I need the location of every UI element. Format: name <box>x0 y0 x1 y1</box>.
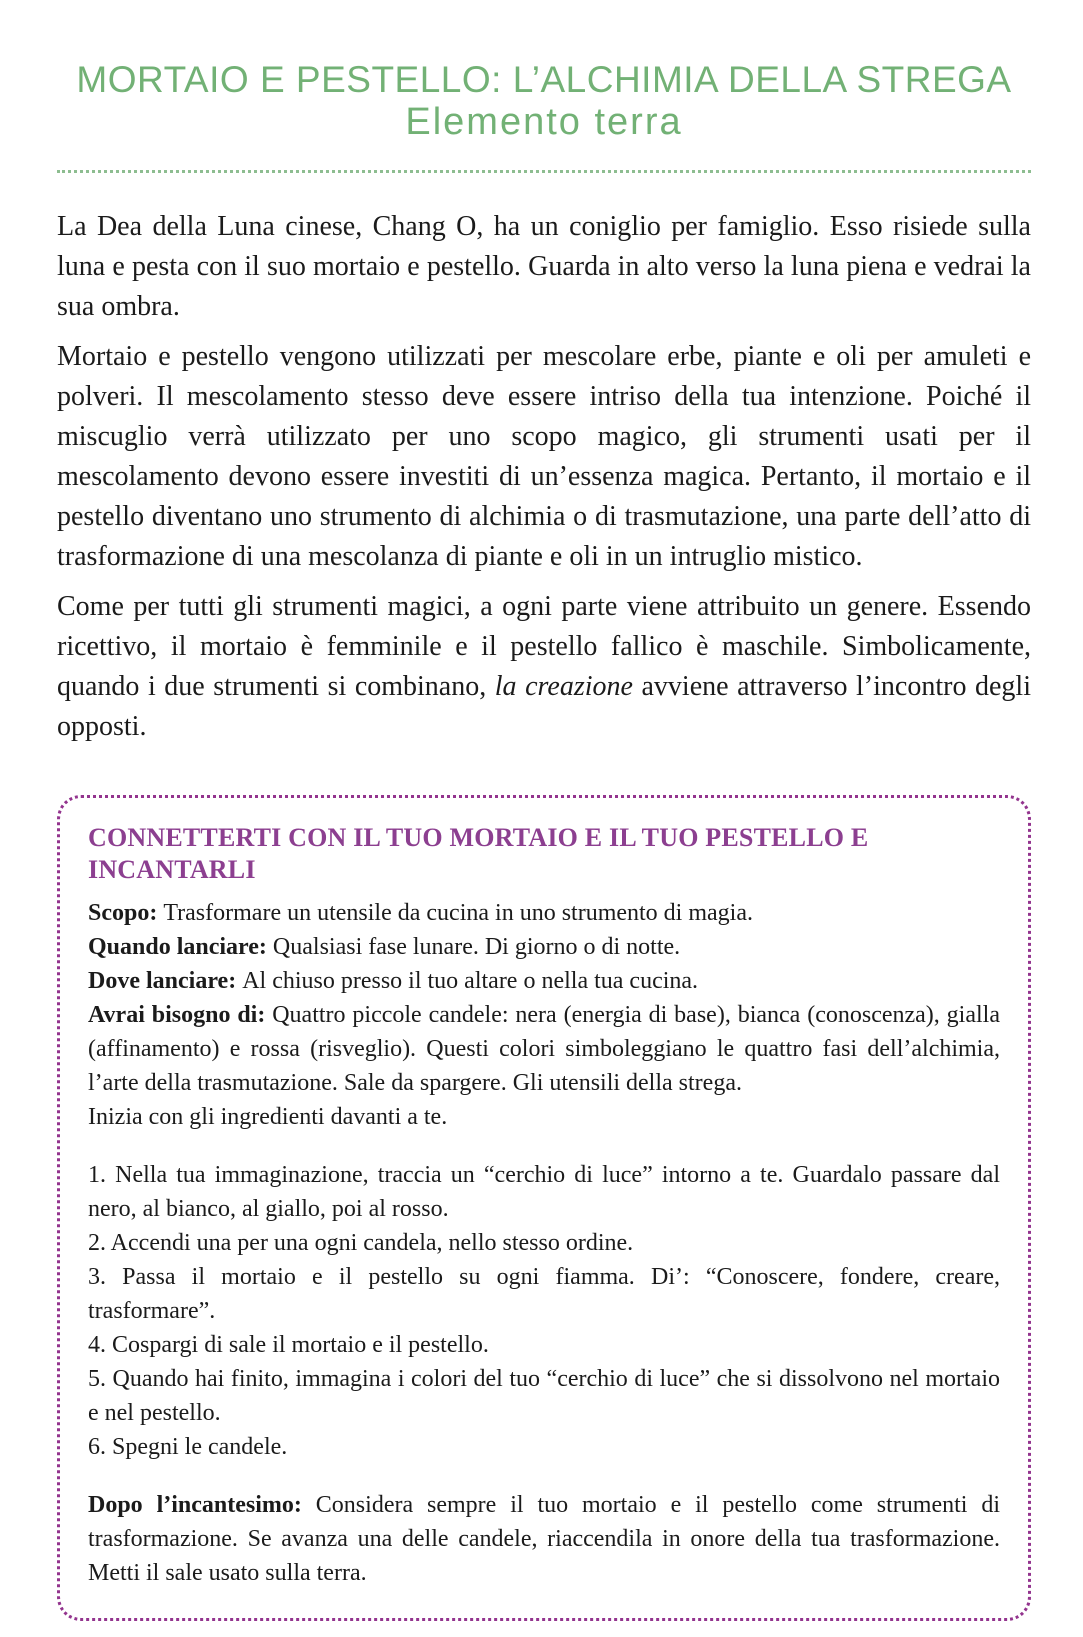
page-title: MORTAIO E PESTELLO: L’ALCHIMIA DELLA STREGA <box>76 59 1012 100</box>
body-text <box>57 207 1031 747</box>
spell-meta <box>88 896 1000 1134</box>
meta-text: Inizia con gli ingredienti davanti a te. <box>88 1104 448 1131</box>
intro-paragraph-2: Mortaio e pestello vengono utilizzati per mescolare erbe, piante e oli per amuleti e polveri. Il mescolamento stesso deve essere intriso della tua intenzione. Poiché il miscuglio verrà utilizzato per uno scopo magico, gli strumenti usati per il mescolamento devono essere investiti di un’essenza magica. Pertanto, il mortaio e il pestello diventano uno strumento di alchimia o di trasmutazione, una parte dell’atto di trasformazione di una mescolanza di piante e oli in un intruglio mistico. <box>57 341 1031 573</box>
meta-text: Quattro piccole candele: nera (energia di base), bianca (conoscenza), gialla (affinamento) e rossa (risveglio). Questi colori simboleggiano le quattro fasi dell’alchimia, l’arte della trasmutazione. Sale da spargere. Gli utensili della strega. <box>88 1002 1000 1097</box>
meta-row-quando <box>88 930 1000 964</box>
spell-heading: CONNETTERTI CON IL TUO MORTAIO E IL TUO PESTELLO E INCANTARLI <box>88 823 869 885</box>
italic-phrase: la creazione <box>494 671 633 703</box>
page-subtitle: Elemento terra <box>405 100 683 143</box>
chapter-title-block <box>57 60 1031 144</box>
spell-steps <box>88 1158 1000 1464</box>
step-item-1: 1. Nella tua immaginazione, traccia un “cerchio di luce” intorno a te. Guardalo passare dal nero, al bianco, al giallo, poi al rosso. <box>88 1162 1000 1223</box>
paragraph-text: Come per tutti gli strumenti magici, a ogni parte viene attribuito un genere. Essendo ricettivo, il mortaio è femminile e il pestello fallico è maschile. Simbolicamente, quando i due strumenti si combinano, <box>57 591 1031 703</box>
spell-aftercare <box>88 1488 1000 1590</box>
meta-label: Dove lanciare: <box>88 968 243 995</box>
intro-paragraph-1: La Dea della Luna cinese, Chang O, ha un coniglio per famiglio. Esso risiede sulla luna e pesta con il suo mortaio e pestello. Guarda in alto verso la luna piena e vedrai la sua ombra. <box>57 211 1031 323</box>
step-item-5: 5. Quando hai finito, immagina i colori del tuo “cerchio di luce” che si dissolvono nel mortaio e nel pestello. <box>88 1366 1000 1427</box>
meta-text: Trasformare un utensile da cucina in uno strumento di magia. <box>163 900 753 927</box>
step-item-2: 2. Accendi una per una ogni candela, nello stesso ordine. <box>88 1230 634 1257</box>
dotted-divider <box>57 170 1031 173</box>
meta-row-inizia <box>88 1100 1000 1134</box>
step-item-4: 4. Cospargi di sale il mortaio e il pestello. <box>88 1332 489 1359</box>
step-item-6: 6. Spegni le candele. <box>88 1434 288 1461</box>
meta-text: Al chiuso presso il tuo altare o nella tua cucina. <box>242 968 699 995</box>
aftercare-text: Considera sempre il tuo mortaio e il pestello come strumenti di trasformazione. Se avanza una delle candele, riaccendila in onore della tua trasformazione. Metti il sale usato sulla terra. <box>88 1492 1000 1587</box>
meta-text: Qualsiasi fase lunare. Di giorno o di notte. <box>272 934 681 961</box>
intro-paragraph-3 <box>57 587 1031 747</box>
paragraph-text: avviene attraverso l’incontro degli opposti. <box>57 671 1031 743</box>
book-page <box>0 60 1083 1621</box>
step-item-3: 3. Passa il mortaio e il pestello su ogni fiamma. Di’: “Conoscere, fondere, creare, trasformare”. <box>88 1264 1000 1325</box>
meta-label: Scopo: <box>88 900 164 927</box>
aftercare-paragraph <box>88 1488 1000 1590</box>
meta-label: Avrai bisogno di: <box>88 1002 273 1029</box>
aftercare-label: Dopo l’incantesimo: <box>88 1492 316 1519</box>
meta-label: Quando lanciare: <box>88 934 273 961</box>
meta-row-avrai-bisogno <box>88 998 1000 1100</box>
spell-box <box>57 795 1031 1621</box>
meta-row-dove <box>88 964 1000 998</box>
meta-row-scopo <box>88 896 1000 930</box>
